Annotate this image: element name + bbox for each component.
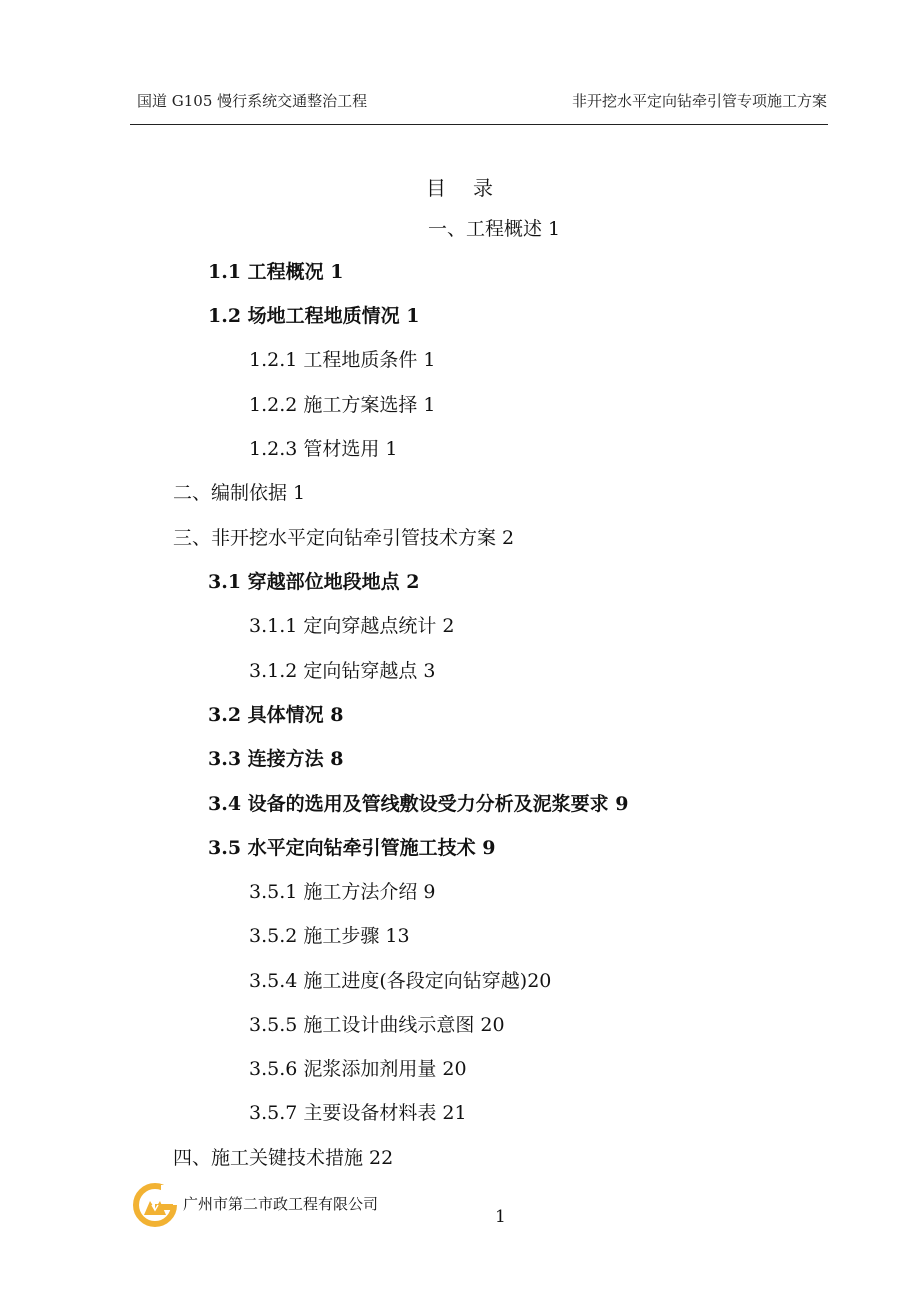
toc-title-char-1: 目 (426, 176, 447, 200)
toc-entry-subsection[interactable]: 1.2.2 施工方案选择 1 (249, 394, 436, 416)
toc-entry-subsection[interactable]: 3.5.2 施工步骤 13 (249, 925, 410, 947)
toc-title-char-2: 录 (473, 176, 494, 200)
toc-entry-subsection[interactable]: 1.2.3 管材选用 1 (249, 438, 398, 460)
toc-entry-subsection[interactable]: 3.5.7 主要设备材料表 21 (249, 1102, 467, 1124)
toc-entry-subsection[interactable]: 3.1.1 定向穿越点统计 2 (249, 615, 455, 637)
toc-entry-chapter[interactable]: 四、施工关键技术措施 22 (173, 1147, 394, 1169)
toc-entry-section[interactable]: 3.5 水平定向钻牵引管施工技术 9 (208, 837, 496, 859)
toc-entry-subsection[interactable]: 3.5.4 施工进度(各段定向钻穿越)20 (249, 970, 552, 992)
toc-entry-subsection[interactable]: 3.5.1 施工方法介绍 9 (249, 881, 436, 903)
toc-entry-section[interactable]: 3.1 穿越部位地段地点 2 (208, 571, 420, 593)
toc-entry-subsection[interactable]: 3.5.6 泥浆添加剂用量 20 (249, 1058, 467, 1080)
toc-entry-chapter[interactable]: 二、编制依据 1 (173, 482, 306, 504)
toc-entry-section[interactable]: 3.4 设备的选用及管线敷设受力分析及泥浆要求 9 (208, 793, 629, 815)
header-project-title: 国道 G105 慢行系统交通整治工程 (137, 92, 368, 110)
toc-entry-section[interactable]: 1.1 工程概况 1 (208, 261, 344, 283)
toc-entry-subsection[interactable]: 3.1.2 定向钻穿越点 3 (249, 660, 436, 682)
header-divider (130, 124, 828, 125)
toc-entry-subsection[interactable]: 1.2.1 工程地质条件 1 (249, 349, 436, 371)
toc-entry-chapter[interactable]: 三、非开挖水平定向钻牵引管技术方案 2 (173, 527, 515, 549)
footer-company-name: 广州市第二市政工程有限公司 (183, 1195, 379, 1213)
company-logo-icon (133, 1183, 177, 1227)
toc-entry-subsection[interactable]: 3.5.5 施工设计曲线示意图 20 (249, 1014, 505, 1036)
toc-title (0, 172, 920, 201)
toc-entry-section[interactable]: 1.2 场地工程地质情况 1 (208, 305, 420, 327)
header-document-title: 非开挖水平定向钻牵引管专项施工方案 (571, 92, 827, 110)
toc-entry-section[interactable]: 3.3 连接方法 8 (208, 748, 344, 770)
toc-entry-chapter[interactable]: 一、工程概述 1 (428, 218, 561, 240)
toc-entry-section[interactable]: 3.2 具体情况 8 (208, 704, 344, 726)
page-number: 1 (495, 1207, 506, 1227)
